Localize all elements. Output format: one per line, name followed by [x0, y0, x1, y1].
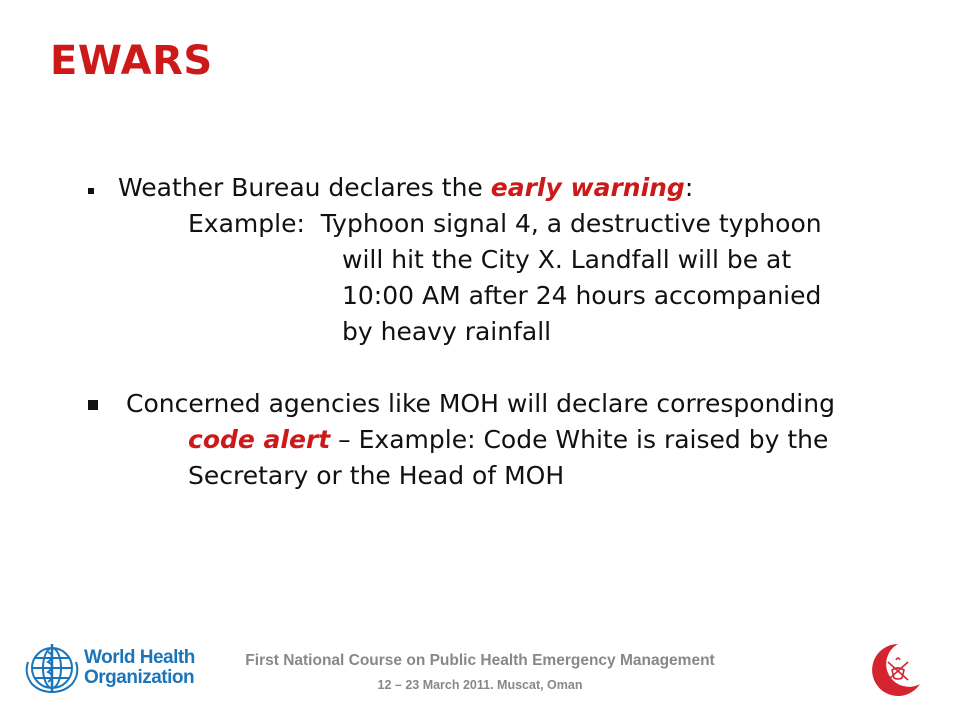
square-bullet-icon [88, 400, 98, 410]
slide-body [88, 170, 938, 494]
bullet-2-line-2 [88, 422, 938, 458]
oman-crescent-emblem-icon [858, 640, 928, 700]
bullet-2-line-1: Concerned agencies like MOH will declare corresponding [126, 389, 835, 418]
square-bullet-icon [88, 188, 94, 194]
footer [0, 652, 960, 692]
example-label: Example: [188, 209, 305, 238]
bullet-1-prefix: Weather Bureau declares the [118, 173, 491, 202]
bullet-2-line-3: Secretary or the Head of MOH [188, 461, 565, 490]
bullet-2-highlight: code alert [188, 425, 331, 454]
who-line-2: Organization [84, 667, 195, 688]
who-line-1: World Health [84, 647, 195, 668]
example-text-1: Typhoon signal 4, a destructive typhoon [320, 209, 822, 238]
example-line-3: 10:00 AM after 24 hours accompanied [342, 281, 822, 310]
footer-dates: 12 – 23 March 2011. Muscat, Oman [377, 678, 583, 692]
bullet-1-suffix: : [684, 173, 694, 202]
footer-course: First National Course on Public Health Emergency Management [245, 652, 715, 669]
example-line-4: by heavy rainfall [342, 317, 552, 346]
example-line-2: will hit the City X. Landfall will be at [342, 245, 792, 274]
bullet-1-highlight: early warning [490, 173, 685, 202]
example-line-1 [88, 206, 938, 242]
bullet-1 [88, 170, 938, 206]
bullet-2-line-2-rest: – Example: Code White is raised by the [330, 425, 829, 454]
bullet-2 [88, 386, 938, 422]
slide-title: EWARS [50, 38, 213, 84]
